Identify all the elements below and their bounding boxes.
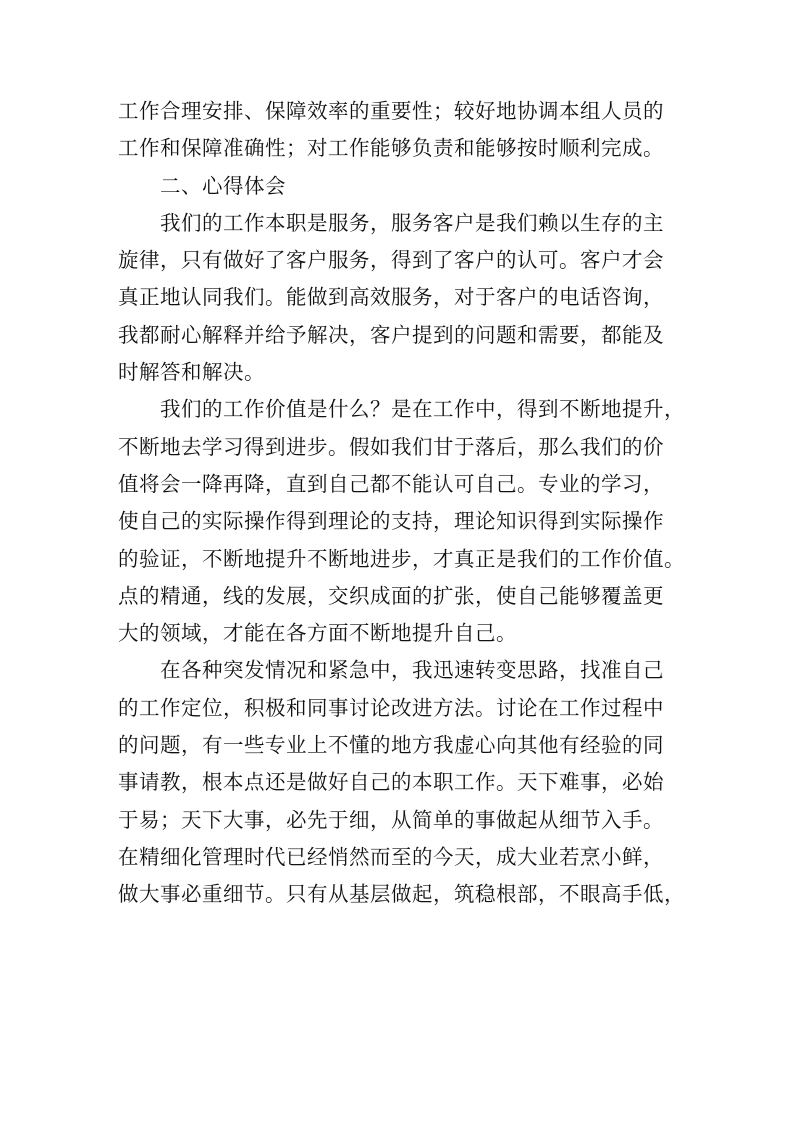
- text-line: 不断地去学习得到进步。假如我们甘于落后，那么我们的价: [118, 434, 664, 459]
- text-line: 时解答和解决。: [118, 360, 265, 385]
- text-line: 在精细化管理时代已经悄然而至的今天，成大业若烹小鲜，: [118, 844, 664, 869]
- text-line: 点的精通，线的发展，交织成面的扩张，使自己能够覆盖更: [118, 583, 664, 608]
- text-line: 值将会一降再降，直到自己都不能认可自己。专业的学习，: [118, 471, 664, 496]
- paragraph-start: 我们的工作本职是服务，服务客户是我们赖以生存的主: [160, 210, 664, 235]
- text-line: 我都耐心解释并给予解决，客户提到的问题和需要，都能及: [118, 322, 664, 347]
- text-line: 的工作定位，积极和同事讨论改进方法。讨论在工作过程中: [118, 695, 664, 720]
- text-line: 大的领域，才能在各方面不断地提升自己。: [118, 621, 517, 646]
- section-heading: 二、心得体会: [160, 173, 286, 198]
- text-line: 使自己的实际操作得到理论的支持，理论知识得到实际操作: [118, 509, 664, 534]
- text-line: 做大事必重细节。只有从基层做起，筑稳根部，不眼高手低，: [118, 882, 685, 907]
- text-line: 工作和保障准确性；对工作能够负责和能够按时顺利完成。: [118, 136, 664, 161]
- text-line: 事请教，根本点还是做好自己的本职工作。天下难事，必始: [118, 770, 664, 795]
- text-line: 真正地认同我们。能做到高效服务，对于客户的电话咨询，: [118, 285, 664, 310]
- text-line: 的问题，有一些专业上不懂的地方我虚心向其他有经验的同: [118, 733, 664, 758]
- text-line: 旋律，只有做好了客户服务，得到了客户的认可。客户才会: [118, 248, 664, 273]
- paragraph-start: 我们的工作价值是什么？是在工作中，得到不断地提升，: [160, 397, 685, 422]
- text-line: 于易；天下大事，必先于细，从简单的事做起从细节入手。: [118, 807, 664, 832]
- text-line: 的验证，不断地提升不断地进步，才真正是我们的工作价值。: [118, 546, 685, 571]
- paragraph-start: 在各种突发情况和紧急中，我迅速转变思路，找准自己: [160, 658, 664, 683]
- text-line: 工作合理安排、保障效率的重要性；较好地协调本组人员的: [118, 99, 664, 123]
- document-body: [118, 93, 685, 914]
